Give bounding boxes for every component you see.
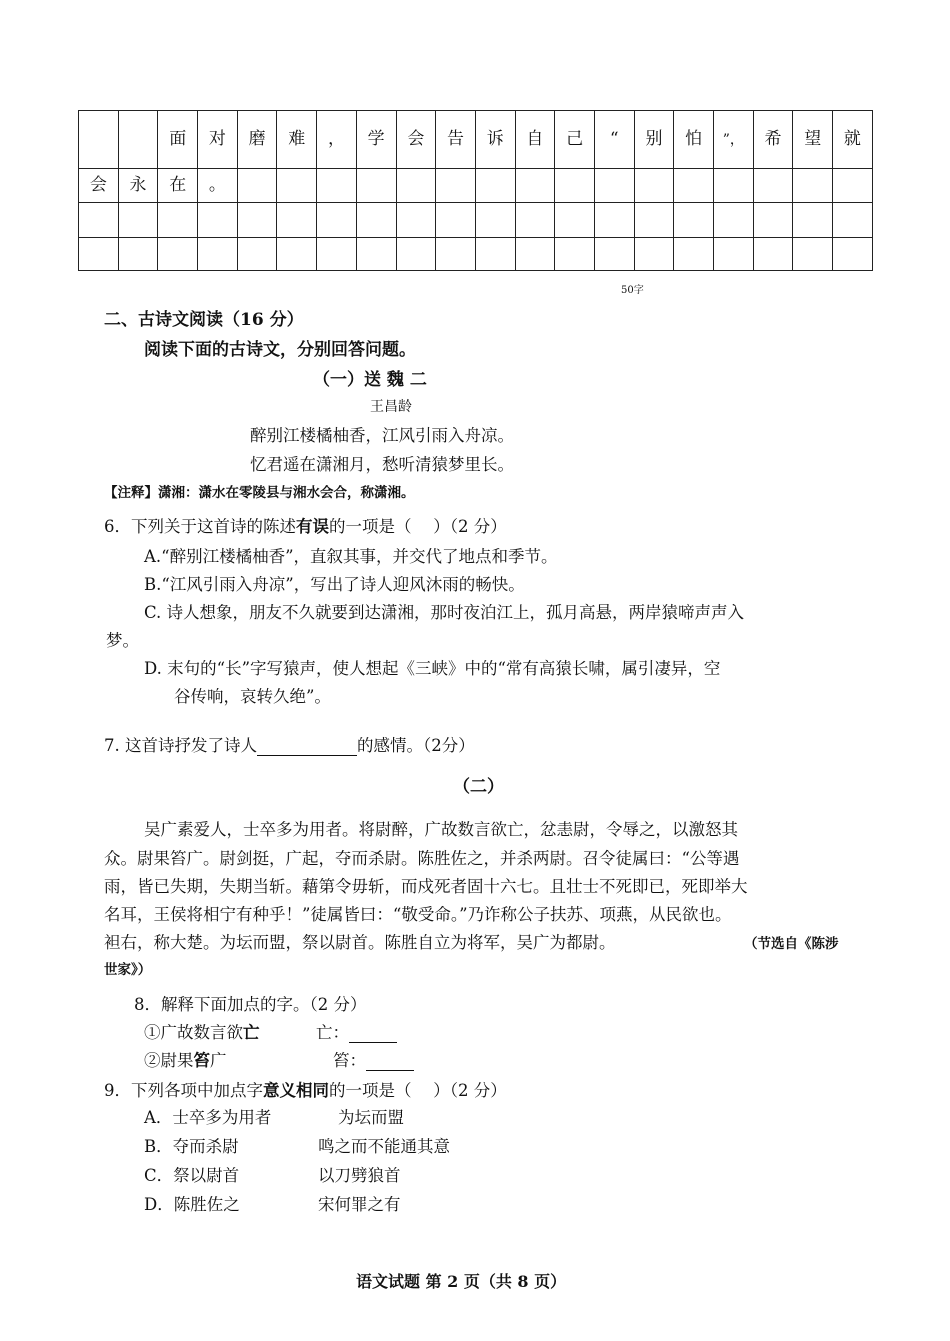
question-9-stem-pre: 9．下列各项中加点字 bbox=[104, 1081, 263, 1100]
grid-cell: 望 bbox=[793, 111, 833, 169]
question-9-option-d bbox=[144, 1191, 240, 1215]
grid-cell bbox=[356, 169, 396, 203]
grid-cell bbox=[79, 203, 119, 238]
grid-cell bbox=[753, 238, 793, 271]
grid-cell bbox=[594, 203, 634, 238]
question-6-stem bbox=[104, 513, 507, 537]
question-6-option-a: A.“醉别江楼橘柚香”，直叙其事，并交代了地点和季节。 bbox=[144, 547, 558, 566]
poem-heading: （一）送 魏 二 bbox=[313, 370, 427, 390]
grid-cell bbox=[515, 238, 555, 271]
grid-cell bbox=[833, 203, 873, 238]
grid-cell bbox=[79, 238, 119, 271]
grid-cell: 怕 bbox=[674, 111, 714, 169]
grid-cell: 在 bbox=[158, 169, 198, 203]
passage-line: 吴广素爱人，士卒多为用者。将尉醉，广故数言欲亡，忿恚尉，令辱之，以激怒其 bbox=[144, 820, 738, 839]
grid-cell bbox=[793, 169, 833, 203]
passage-source-cont: 世家》） bbox=[104, 962, 152, 978]
grid-cell: 。 bbox=[198, 169, 238, 203]
grid-cell bbox=[674, 203, 714, 238]
grid-cell bbox=[79, 111, 119, 169]
grid-cell bbox=[436, 238, 476, 271]
grid-cell bbox=[515, 169, 555, 203]
grid-cell bbox=[317, 203, 357, 238]
poem-note: 【注释】潇湘：潇水在零陵县与湘水会合，称潇湘。 bbox=[104, 485, 415, 501]
question-7-post: 的感情。（2分） bbox=[357, 736, 475, 755]
grid-cell bbox=[714, 203, 754, 238]
option-right: 鸣之而不能通其意 bbox=[318, 1137, 450, 1156]
grid-cell bbox=[277, 169, 317, 203]
section-title: 二、古诗文阅读（16 分） bbox=[104, 310, 304, 330]
grid-cell bbox=[317, 238, 357, 271]
grid-cell bbox=[237, 169, 277, 203]
grid-cell bbox=[237, 238, 277, 271]
grid-cell bbox=[475, 238, 515, 271]
passage-line: 雨，皆已失期，失期当斩。藉第令毋斩，而戍死者固十六七。且壮士不死即已，死即举大 bbox=[104, 877, 748, 896]
question-8-item-2-answer bbox=[333, 1047, 414, 1071]
passage-source: （节选自《陈涉 bbox=[744, 936, 839, 952]
question-6-stem-post: 的一项是（ ）（2 分） bbox=[329, 517, 507, 536]
option-left: 陈胜佐之 bbox=[173, 1195, 240, 1214]
poem-line-2: 忆君遥在潇湘月，愁听清猿梦里长。 bbox=[250, 455, 514, 474]
question-6-stem-emphasis: 有误 bbox=[296, 517, 329, 536]
grid-cell: 希 bbox=[753, 111, 793, 169]
dotted-char: 笞 bbox=[193, 1051, 210, 1070]
option-label: B． bbox=[144, 1137, 173, 1156]
question-9-stem-post: 的一项是（ ）（2 分） bbox=[329, 1081, 507, 1100]
grid-cell bbox=[356, 238, 396, 271]
grid-cell bbox=[118, 111, 158, 169]
grid-cell bbox=[555, 203, 595, 238]
grid-cell: 己 bbox=[555, 111, 595, 169]
grid-cell: 永 bbox=[118, 169, 158, 203]
grid-cell bbox=[396, 169, 436, 203]
grid-cell bbox=[634, 238, 674, 271]
grid-cell: 难 bbox=[277, 111, 317, 169]
question-8-item-2-rest: 广 bbox=[210, 1051, 227, 1070]
grid-cell bbox=[555, 169, 595, 203]
option-left: 士卒多为用者 bbox=[172, 1108, 272, 1127]
question-8-item-1-text: ①广故数言欲 bbox=[144, 1023, 243, 1042]
question-8-item-1-answer bbox=[316, 1019, 397, 1043]
question-9-stem bbox=[104, 1077, 507, 1101]
question-9-option-a bbox=[144, 1104, 271, 1128]
grid-cell bbox=[356, 203, 396, 238]
grid-cell: 会 bbox=[79, 169, 119, 203]
grid-cell bbox=[158, 238, 198, 271]
question-9-option-b bbox=[144, 1133, 239, 1157]
question-6-option-c: C. 诗人想象，朋友不久就要到达潇湘，那时夜泊江上，孤月高悬，两岸猿啼声声入 bbox=[144, 603, 745, 622]
grid-cell bbox=[714, 169, 754, 203]
grid-cell bbox=[594, 169, 634, 203]
question-8-item-2-label: 笞： bbox=[333, 1051, 366, 1070]
grid-cell bbox=[436, 203, 476, 238]
option-label: A． bbox=[144, 1108, 173, 1127]
option-left: 祭以尉首 bbox=[173, 1166, 240, 1185]
question-9-stem-emphasis: 意义相同 bbox=[263, 1081, 329, 1100]
grid-cell bbox=[475, 203, 515, 238]
question-6-option-d: D. 末句的“长”字写猿声，使人想起《三峡》中的“常有高猿长啸，属引凄异，空 bbox=[144, 659, 721, 678]
question-6-option-d-cont: 谷传响，哀转久绝”。 bbox=[174, 687, 331, 706]
grid-cell: 面 bbox=[158, 111, 198, 169]
word-count-label: 50字 bbox=[621, 285, 644, 296]
question-6-option-c-cont: 梦。 bbox=[106, 631, 139, 650]
question-8-stem: 8．解释下面加点的字。（2 分） bbox=[134, 995, 367, 1014]
dotted-char: 亡 bbox=[243, 1023, 260, 1042]
grid-row bbox=[79, 169, 873, 203]
option-left: 夺而杀尉 bbox=[172, 1137, 239, 1156]
grid-cell: 诉 bbox=[475, 111, 515, 169]
grid-cell: 就 bbox=[833, 111, 873, 169]
grid-row bbox=[79, 203, 873, 238]
question-8-item-1-label: 亡： bbox=[316, 1023, 349, 1042]
grid-cell bbox=[118, 203, 158, 238]
grid-cell: “ bbox=[594, 111, 634, 169]
grid-cell bbox=[317, 169, 357, 203]
passage-line: 袒右，称大楚。为坛而盟，祭以尉首。陈胜自立为将军，吴广为都尉。 bbox=[104, 933, 616, 952]
question-8-item-2 bbox=[144, 1047, 227, 1071]
grid-cell bbox=[674, 169, 714, 203]
grid-row bbox=[79, 111, 873, 169]
grid-cell bbox=[634, 203, 674, 238]
grid-cell bbox=[198, 238, 238, 271]
grid-cell: ， bbox=[317, 111, 357, 169]
grid-cell: 对 bbox=[198, 111, 238, 169]
grid-cell bbox=[158, 203, 198, 238]
grid-cell bbox=[118, 238, 158, 271]
grid-cell bbox=[674, 238, 714, 271]
question-8-item-1 bbox=[144, 1019, 260, 1043]
grid-cell bbox=[793, 203, 833, 238]
answer-blank[interactable] bbox=[349, 1023, 397, 1043]
question-7 bbox=[104, 732, 475, 756]
answer-blank[interactable] bbox=[257, 736, 357, 756]
grid-cell bbox=[833, 169, 873, 203]
poem-author: 王昌龄 bbox=[370, 399, 412, 415]
passage-line: 众。尉果笞广。尉剑挺，广起，夺而杀尉。陈胜佐之，并杀两尉。召令徒属曰：“公等遇 bbox=[104, 849, 740, 868]
grid-cell: ”， bbox=[714, 111, 754, 169]
question-9-option-c bbox=[144, 1162, 239, 1186]
option-label: C． bbox=[144, 1166, 174, 1185]
grid-cell bbox=[753, 203, 793, 238]
option-right: 宋何罪之有 bbox=[318, 1195, 401, 1214]
grid-cell bbox=[753, 169, 793, 203]
answer-blank[interactable] bbox=[366, 1051, 414, 1071]
page-footer: 语文试题 第 2 页（共 8 页） bbox=[356, 1272, 567, 1291]
grid-cell bbox=[277, 203, 317, 238]
grid-cell bbox=[634, 169, 674, 203]
option-right: 为坛而盟 bbox=[338, 1108, 404, 1127]
question-7-pre: 7. 这首诗抒发了诗人 bbox=[104, 736, 257, 755]
question-6-stem-pre: 6．下列关于这首诗的陈述 bbox=[104, 517, 296, 536]
grid-cell bbox=[833, 238, 873, 271]
grid-row bbox=[79, 238, 873, 271]
grid-cell bbox=[198, 203, 238, 238]
option-label: D． bbox=[144, 1195, 174, 1214]
grid-cell bbox=[555, 238, 595, 271]
section-instruction: 阅读下面的古诗文，分别回答问题。 bbox=[144, 340, 416, 360]
grid-cell bbox=[436, 169, 476, 203]
grid-cell bbox=[237, 203, 277, 238]
question-6-option-b: B.“江风引雨入舟凉”，写出了诗人迎风沐雨的畅快。 bbox=[144, 575, 525, 594]
grid-cell bbox=[594, 238, 634, 271]
grid-cell bbox=[277, 238, 317, 271]
grid-cell bbox=[714, 238, 754, 271]
grid-cell bbox=[515, 203, 555, 238]
writing-grid bbox=[78, 110, 873, 271]
poem-line-1: 醉别江楼橘柚香，江风引雨入舟凉。 bbox=[250, 426, 514, 445]
grid-cell: 自 bbox=[515, 111, 555, 169]
option-right: 以刀劈狼首 bbox=[318, 1166, 401, 1185]
grid-cell bbox=[793, 238, 833, 271]
grid-cell: 别 bbox=[634, 111, 674, 169]
grid-cell: 学 bbox=[356, 111, 396, 169]
grid-cell bbox=[396, 203, 436, 238]
grid-cell: 会 bbox=[396, 111, 436, 169]
grid-cell bbox=[475, 169, 515, 203]
question-8-item-2-text: ②尉果 bbox=[144, 1051, 194, 1070]
passage-heading: （二） bbox=[453, 777, 504, 797]
passage-line: 名耳，王侯将相宁有种乎！”徒属皆曰：“敬受命。”乃诈称公子扶苏、项燕，从民欲也。 bbox=[104, 905, 732, 924]
grid-cell bbox=[396, 238, 436, 271]
grid-cell: 磨 bbox=[237, 111, 277, 169]
grid-cell: 告 bbox=[436, 111, 476, 169]
